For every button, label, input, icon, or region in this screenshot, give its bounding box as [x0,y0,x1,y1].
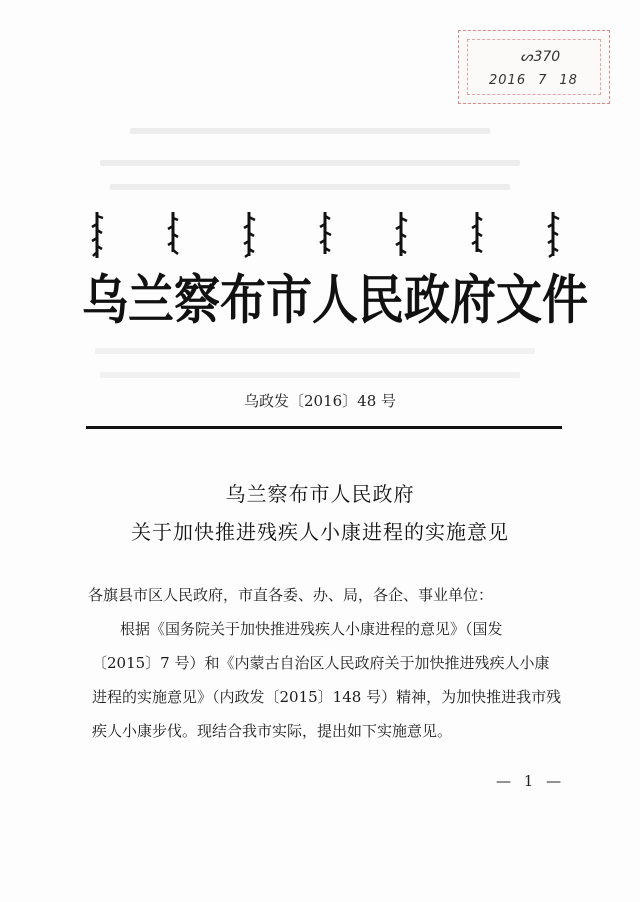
bleed-through-mark [110,184,510,190]
stamp-number-value: 370 [533,49,561,65]
body-line: 疾人小康步伐。现结合我市实际，提出如下实施意见。 [92,722,453,740]
mongolian-word-icon [318,212,332,258]
mongolian-word-icon [90,212,104,258]
mongolian-word-icon [166,212,180,258]
document-number: 乌政发〔2016〕48 号 [243,392,397,410]
page-number: — 1 — [496,772,566,790]
body-line: 进程的实施意见》（内政发〔2015〕148 号）精神，为加快推进我市残 [92,688,562,706]
header-divider [86,426,562,429]
stamp-date [489,73,590,88]
mongolian-script-heading [90,212,560,258]
document-header-title: 乌兰察布市人民政府文件 [82,268,588,331]
mongolian-word-icon [394,212,408,258]
mongolian-word-icon [242,212,256,258]
body-line: 〔2015〕7 号）和《内蒙古自治区人民政府关于加快推进残疾人小康 [92,654,550,672]
mongolian-word-icon [546,212,560,258]
bleed-through-mark [95,348,535,354]
document-title-line-1: 乌兰察布市人民政府 [225,482,415,506]
document-title-line-2: 关于加快推进残疾人小康进程的实施意见 [131,520,509,544]
stamp-date-day: 18 [559,73,578,88]
stamp-number-prefix: ᔕ [521,49,534,65]
salutation: 各旗县市区人民政府，市直各委、办、局，各企、事业单位： [88,586,494,604]
bleed-through-mark [100,372,520,378]
received-stamp [458,30,610,104]
stamp-date-year: 2016 [489,73,527,88]
bleed-through-mark [130,128,490,134]
stamp-receipt-number [521,49,560,65]
bleed-through-mark [100,160,520,166]
mongolian-word-icon [470,212,484,258]
stamp-date-month: 7 [538,73,548,88]
body-line: 根据《国务院关于加快推进残疾人小康进程的意见》（国发 [120,620,503,638]
